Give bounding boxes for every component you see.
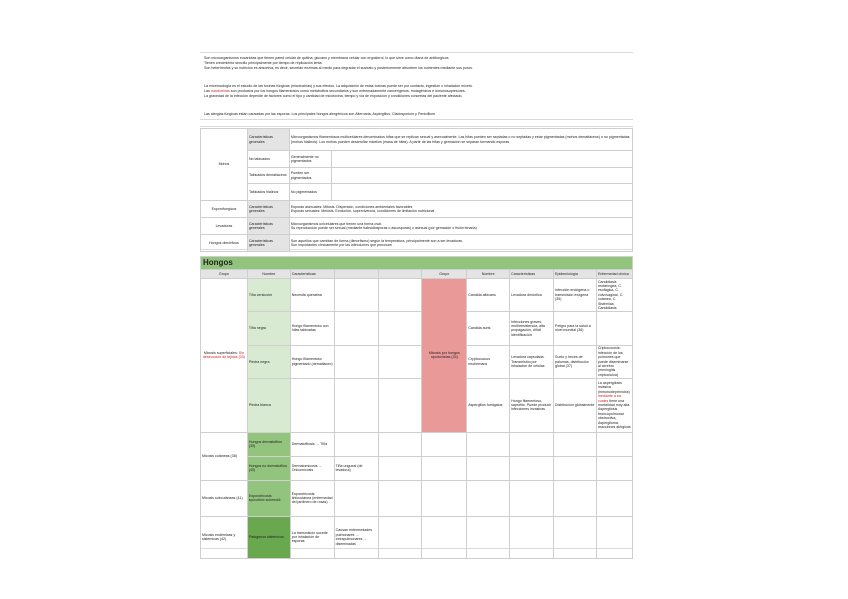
group-row-dimorficos xyxy=(201,235,633,252)
levaduras-line-2: Su reproducción puede ser sexual (mediante tiabsidiosporas o ascosporas) o asexual (por gemación o fisión binaria) xyxy=(290,226,477,230)
header-left-2-text: Características xyxy=(291,271,316,276)
mohos-value-text: Pueden ser pigmentados xyxy=(290,171,312,180)
levaduras-key xyxy=(247,218,289,235)
group-superficiales xyxy=(201,279,248,433)
op-epidemiology-text: Distribución globalmente xyxy=(555,402,595,407)
empty-cell xyxy=(510,432,554,456)
empty-cell xyxy=(422,480,467,516)
empty-cell xyxy=(467,432,510,456)
levaduras-line-1: Microorganismos unicelulares que tienen una forma oval. xyxy=(290,221,382,226)
mohos-empty xyxy=(331,168,632,184)
fungi-types-table xyxy=(200,128,633,252)
empty-cell xyxy=(378,345,422,378)
endemica-row xyxy=(201,516,633,558)
group-row-esporo xyxy=(201,201,633,218)
species-name-text: Hongos dermatofitos (39) xyxy=(248,439,283,449)
op-epidemiology-text: Suelo y heces de palomas, distribución global (37) xyxy=(555,355,589,368)
op-characteristics xyxy=(510,279,554,312)
species-characteristics xyxy=(290,516,334,558)
intro-line xyxy=(204,94,634,99)
op-epidemiology xyxy=(554,311,597,345)
esporo-key xyxy=(247,201,289,218)
op-name-text: Candida albicans xyxy=(468,292,496,297)
empty-cell xyxy=(510,456,554,480)
mohos-value-text: Generalmente no pigmentados xyxy=(290,154,319,163)
group-dimorficos-text: Hongos dimórficos xyxy=(209,240,239,245)
species-characteristics xyxy=(290,311,334,345)
cutanea-row xyxy=(201,432,633,456)
dimorficos-key-text: Características generales xyxy=(248,238,273,247)
group-oportunistas xyxy=(422,279,467,433)
species-extra xyxy=(334,516,378,558)
superficial-row xyxy=(201,378,633,432)
superficial-row xyxy=(201,311,633,345)
op-disease-text: Criptococosis: infección de los pulmones que puede diseminarse al cerebro (meningitis criptocócica) xyxy=(597,346,629,377)
disease-text: La aspergilosis invasiva (inmunodeprimidos) xyxy=(597,380,630,394)
header-right-1 xyxy=(467,270,510,279)
header-right-1-text: Nombre xyxy=(481,271,495,276)
banner-row xyxy=(201,257,633,270)
group-cutaneas-text: Micosis cutáneas (38) xyxy=(202,453,237,458)
mohos-key-text: No tabicados xyxy=(248,156,270,161)
intro-segment: son productos por los hongos filamentosos como metabolitos secundarios y son extremadamente cancerígenos, mutagénicos e inmunosupresores. xyxy=(229,89,466,93)
header-right-2 xyxy=(510,270,554,279)
op-name xyxy=(467,311,510,345)
empty-cell xyxy=(554,456,597,480)
intro-segment: Las alergias fúngicas están causadas por las esporas. Los principales hongos alergénicos son Alternaria, Aspergillus, Cladosporium y Penicillium xyxy=(204,112,436,116)
esporo-line-2: Esporas sexuales: Meiosis. Evolución, supervivencia, condiciones de limitación nutricional xyxy=(290,209,435,213)
disease-text: tiene una mortalidad muy alta. Aspergilosis broncopulmonar obstructiva, Aspergiloma, reacciones alérgicas xyxy=(597,398,631,430)
group-oportunistas-text: Micosis por hongos oportunistas (34) xyxy=(428,350,460,360)
empty-cell xyxy=(378,311,422,345)
group-row-levaduras xyxy=(201,218,633,235)
empty-cell xyxy=(378,432,422,456)
species-characteristics-text: Necesita queratina xyxy=(291,292,322,297)
species-name xyxy=(247,456,290,480)
mohos-key-text: Características generales xyxy=(248,135,273,144)
mohos-value xyxy=(289,129,632,151)
header-right-0 xyxy=(422,270,467,279)
mohos-value xyxy=(289,184,331,201)
op-characteristics xyxy=(510,311,554,345)
intro-segment: Son microorganismos eucariotas que tienen pared celular de quitina, glucano y membrana celular con ergosterol, lo que sirve como diana de antifungicos xyxy=(204,56,449,60)
empty-cell xyxy=(334,378,378,432)
op-epidemiology xyxy=(554,279,597,312)
subcutanea-row xyxy=(201,480,633,516)
op-characteristics-text: Hongo filamentoso, saprófito. Puede producir infecciones invasivas xyxy=(511,398,552,412)
empty-cell xyxy=(467,516,510,558)
species-name-text: Tiña versicolor xyxy=(248,292,273,297)
species-name xyxy=(247,432,290,456)
empty-cell xyxy=(554,516,597,558)
empty-cell xyxy=(596,516,632,558)
mohos-key xyxy=(247,184,289,201)
op-disease xyxy=(596,279,632,312)
op-characteristics-text: Levadura dimórfica xyxy=(511,292,542,297)
empty-cell xyxy=(422,516,467,558)
species-characteristics-text: Hongo filamentoso con hifas tabicadas xyxy=(291,323,329,333)
mohos-key xyxy=(247,168,289,184)
empty-cell xyxy=(510,480,554,516)
header-left-2 xyxy=(290,270,334,279)
grid-line xyxy=(200,126,633,127)
op-name xyxy=(467,378,510,432)
species-characteristics xyxy=(290,378,334,432)
group-endemicas xyxy=(201,516,248,558)
op-name-text: Aspergillus fumigatus xyxy=(468,402,503,407)
dimorficos-line-2: Son importantes clínicamente por las infecciones que provocan xyxy=(290,243,392,247)
species-characteristics xyxy=(290,432,334,456)
species-characteristics-text: Dermatofitosis → Tiña xyxy=(291,441,328,446)
cutanea-row xyxy=(201,456,633,480)
group-subcutaneas-text: Micosis subcutáneas (41) xyxy=(202,495,243,500)
species-characteristics-text: Dermatomicosis → Onicomicosis xyxy=(291,463,323,473)
op-name-text: Candida auris xyxy=(468,326,491,331)
op-characteristics-text: Infecciones graves, multirresistencia, alta propagación, difícil identificación xyxy=(511,319,545,337)
species-extra-text: Tiña ungueal (de levadura) xyxy=(335,463,363,473)
species-characteristics-text: La transmisión sucede por inhalación de esporas xyxy=(291,530,328,544)
group-mohos-text: Mohos xyxy=(218,162,230,167)
header-right-3-text: Epidemiología xyxy=(555,271,578,276)
empty-cell xyxy=(510,516,554,558)
empty-cell xyxy=(554,432,597,456)
op-characteristics-text: Levadura capsulada. Transmisión por inhalación de células xyxy=(511,355,545,368)
intro-segment: micotoxinas xyxy=(210,89,230,93)
intro-segment: La micetocología es el estudio de las toxinas fúngicas (micotoxinas) y sus efectos. La adquisición de estas toxinas puede ser por contacto, ingestión o inhalación miceto. xyxy=(204,84,473,88)
intro-segment: La gravedad de la infección depende de factores como el tipo y cantidad de micotoxina, tiempo y vía de exposición y condiciones concretas del paciente afectado. xyxy=(204,94,463,98)
disease-text-red: mediante a los cuales xyxy=(597,394,622,403)
op-epidemiology xyxy=(554,345,597,378)
op-name-text: Cryptococcus neoformans xyxy=(468,357,491,366)
intro-line xyxy=(204,112,634,117)
header-left-1 xyxy=(247,270,290,279)
empty-cell xyxy=(422,432,467,456)
header-right-2-text: Características xyxy=(511,271,536,276)
header-row xyxy=(201,270,633,279)
species-name-text: Piedra blanca xyxy=(248,402,271,407)
group-levaduras xyxy=(201,218,248,235)
species-characteristics-text: Hongo filamentoso pigmentado (dematiáceo) xyxy=(291,357,333,366)
empty-cell xyxy=(334,279,378,312)
header-right-0-text: Grupo xyxy=(439,271,450,276)
intro-segment: Son heterótrofos y su nutrición es absortiva, es decir, secretan enzimas al medio para degradar el sustrato y posteriormente absorben los nutrientes mediante sus poros. xyxy=(204,66,473,70)
group-mohos xyxy=(201,129,248,201)
species-name xyxy=(247,378,290,432)
empty-cell xyxy=(334,480,378,516)
group-levaduras-text: Levaduras xyxy=(215,223,233,228)
group-cutaneas xyxy=(201,432,248,480)
mohos-key xyxy=(247,151,289,168)
mohos-empty xyxy=(331,184,632,201)
hongos-table xyxy=(200,256,633,559)
empty-cell xyxy=(467,480,510,516)
species-characteristics xyxy=(290,345,334,378)
levaduras-value xyxy=(289,218,632,235)
empty-cell xyxy=(378,456,422,480)
species-extra xyxy=(334,432,378,456)
empty-cell xyxy=(596,432,632,456)
empty-cell xyxy=(334,311,378,345)
hongos-title-text: Hongos xyxy=(203,257,233,267)
species-name xyxy=(247,345,290,378)
header-right-3 xyxy=(554,270,597,279)
empty-cell xyxy=(378,378,422,432)
op-characteristics xyxy=(510,378,554,432)
species-name xyxy=(247,480,290,516)
species-extra xyxy=(334,456,378,480)
species-name-text: Hongos no dermatofitos (40) xyxy=(248,463,288,473)
empty-cell xyxy=(596,456,632,480)
esporo-line-1: Esporas asexuales: Mitosis. Dispersión, condiciones ambientales favorables xyxy=(290,204,413,209)
mohos-empty xyxy=(331,151,632,168)
mohos-key-text: Tabicados hialinos xyxy=(248,189,279,194)
dimorficos-value xyxy=(289,235,632,252)
op-name xyxy=(467,279,510,312)
group-esporo xyxy=(201,201,248,218)
op-disease xyxy=(596,311,632,345)
mohos-row xyxy=(201,151,633,168)
group-label: Micosis superficiales: xyxy=(203,350,239,355)
esporo-value xyxy=(289,201,632,218)
op-disease xyxy=(596,378,632,432)
header-right-4-text: Enfermedad clínica xyxy=(597,271,629,276)
grid-line xyxy=(200,52,633,53)
header-gap xyxy=(334,270,378,279)
intro-segment: Tienen crecimiento sencillo principalmente por tiempo de replicación lenta. xyxy=(204,61,323,65)
dimorficos-key xyxy=(247,235,289,252)
empty-cell xyxy=(378,480,422,516)
mohos-value xyxy=(289,168,331,184)
mohos-value-text: Microorganismos filamentosos multicelulares denominados hifas que se replican sexual y asexualmente. Las hifas pueden ser septadas o no septadas y estar pigmentadas (mohos dematiáceos) o no pigmentadas (mohos hialinos). Los mohos pueden desarrollar micelios (masa de hifas). A partir de las hifas y germación se separan formando esporas. xyxy=(290,135,630,144)
empty-cell xyxy=(378,516,422,558)
species-characteristics-text: Esporotricosis: linfocutánea (enfermedad del jardinero de rosas) xyxy=(291,491,333,505)
header-right-4 xyxy=(596,270,632,279)
species-name-text: Tiña negra xyxy=(248,326,266,331)
header-left-0-text: Grupo xyxy=(218,271,229,276)
empty-cell xyxy=(334,345,378,378)
empty-cell xyxy=(467,456,510,480)
mohos-row xyxy=(201,184,633,201)
hongos-title xyxy=(201,257,633,270)
species-name-text: Piedra negra xyxy=(248,359,270,364)
op-name xyxy=(467,345,510,378)
intro-line xyxy=(204,66,634,71)
species-characteristics xyxy=(290,456,334,480)
mohos-row xyxy=(201,168,633,184)
levaduras-key-text: Características generales xyxy=(248,221,273,230)
superficial-row xyxy=(201,279,633,312)
op-disease xyxy=(596,345,632,378)
mohos-key-text: Tabicados dematiáceos xyxy=(248,173,287,178)
dimorficos-line-1: Son aquellos que cambian de forma (dimorfismo) según la temperatura, principalmente son a ser levaduras. xyxy=(290,238,464,243)
op-epidemiology-text: Infección endógena o transmisión exógena (35) xyxy=(555,288,590,302)
species-extra-text: Causan enfermedades pulmonares → extrapulmonares → diseminadas xyxy=(335,528,373,546)
header-left-1-text: Nombre xyxy=(262,271,276,276)
empty-cell xyxy=(554,480,597,516)
group-subcutaneas xyxy=(201,480,248,516)
header-gap xyxy=(378,270,422,279)
species-name xyxy=(247,311,290,345)
empty-cell xyxy=(422,456,467,480)
group-esporo-text: Esporofungicos xyxy=(211,206,237,211)
mohos-value-text: No pigmentados xyxy=(290,189,318,194)
grid-line xyxy=(200,119,633,120)
op-characteristics xyxy=(510,345,554,378)
mohos-key xyxy=(247,129,289,151)
group-label-red: Sin destrucción de tejidos (33) xyxy=(202,350,245,360)
intro-segment: Las xyxy=(204,89,211,93)
species-characteristics xyxy=(290,279,334,312)
esporo-key-text: Características generales xyxy=(248,204,273,213)
op-disease-text: Candidiasis orofaríngea, C. esofágica, C. vulvovaginal, C. cutánea, C. Sistémica, Candidiasis xyxy=(597,279,624,310)
empty-cell xyxy=(378,279,422,312)
op-epidemiology-text: Peligro para la salud a nivel mundial (36) xyxy=(555,323,591,333)
superficial-row xyxy=(201,345,633,378)
empty-cell xyxy=(596,480,632,516)
species-name xyxy=(247,516,290,558)
op-epidemiology xyxy=(554,378,597,432)
mohos-value xyxy=(289,151,331,168)
species-name-text: Patógenos sistémicos xyxy=(248,534,284,539)
species-characteristics xyxy=(290,480,334,516)
group-endemicas-text: Micosis endémicas y sistémicas (42) xyxy=(202,532,236,542)
group-dimorficos xyxy=(201,235,248,252)
header-left-0 xyxy=(201,270,248,279)
species-name xyxy=(247,279,290,312)
mohos-row xyxy=(201,129,633,151)
species-name-text: Esporotricosis: sporothrix schenckii xyxy=(248,493,281,503)
